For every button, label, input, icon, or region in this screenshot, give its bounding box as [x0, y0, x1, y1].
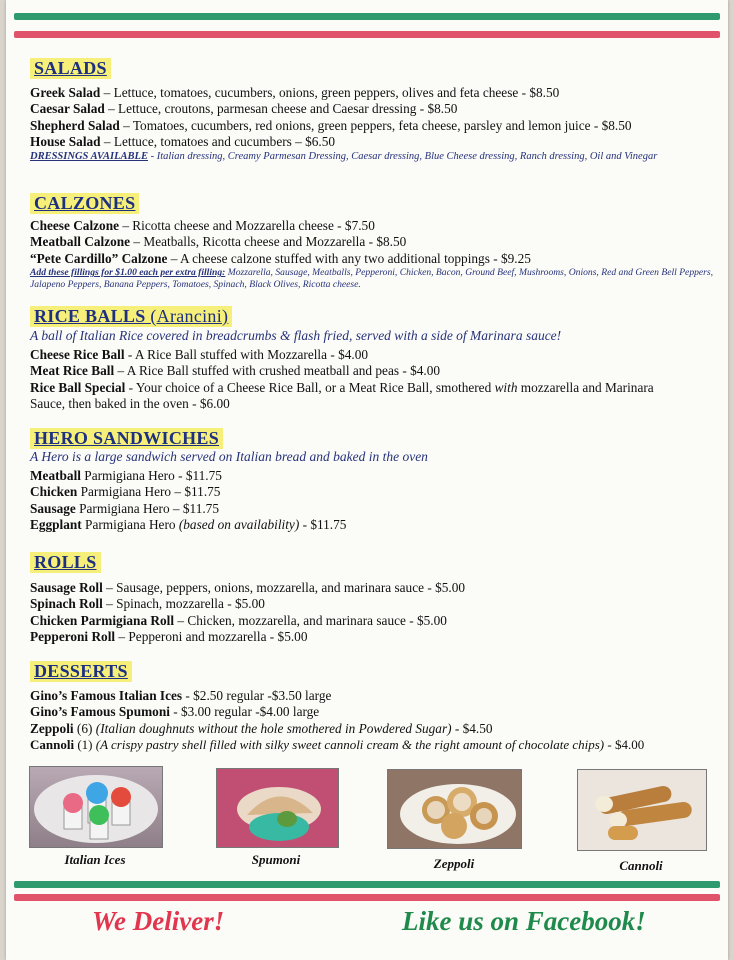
menu-item: Rice Ball Special - Your choice of a Cheese Rice Ball, or a Meat Rice Ball, smothered with mozzarella and Marinara Sauce, then baked in the oven - $6.00: [30, 379, 654, 412]
menu-item: Meatball Parmigiana Hero - $11.75: [30, 468, 222, 483]
photo-caption: Italian Ices: [64, 852, 126, 867]
menu-item: Chicken Parmigiana Roll – Chicken, mozzarella, and marinara sauce - $5.00: [30, 612, 447, 628]
menu-page: [6, 0, 728, 960]
salads-heading: SALADS: [30, 58, 111, 79]
menu-item: Cheese Calzone – Ricotta cheese and Mozzarella cheese - $7.50: [30, 218, 375, 233]
calzones-heading: CALZONES: [30, 193, 139, 214]
menu-item: Eggplant Parmigiana Hero (based on availability) - $11.75: [30, 517, 347, 533]
rolls-section: [30, 552, 465, 646]
italian-ices-photo: [29, 766, 163, 848]
bottom-green-stripe: [14, 881, 720, 888]
desserts-section: [30, 661, 644, 754]
facebook-text: Like us on Facebook!: [402, 906, 646, 936]
menu-item: Meat Rice Ball – A Rice Ball stuffed with crushed meatball and peas - $4.00: [30, 363, 441, 379]
menu-item: Spinach Roll – Spinach, mozzarella - $5.00: [30, 596, 265, 612]
cannoli-photo: [577, 769, 707, 851]
menu-item: Sausage Roll – Sausage, peppers, onions, mozzarella, and marinara sauce - $5.00: [30, 580, 465, 595]
menu-item: Greek Salad – Lettuce, tomatoes, cucumbers, onions, green peppers, olives and feta cheese - $8.50: [30, 85, 560, 100]
rice-balls-section: [30, 306, 670, 413]
we-deliver-text: We Deliver!: [92, 906, 225, 936]
spumoni-photo: [216, 768, 339, 848]
menu-item: Pepperoni Roll – Pepperoni and mozzarella - $5.00: [30, 629, 308, 645]
menu-item: Chicken Parmigiana Hero – $11.75: [30, 484, 221, 500]
rice-balls-heading: RICE BALLS (Arancini): [30, 306, 232, 327]
menu-item: Meatball Calzone – Meatballs, Ricotta cheese and Mozzarella - $8.50: [30, 234, 407, 250]
fillings-note: Add these fillings for $1.00 each per extra filling: Mozzarella, Sausage, Meatballs, Pepperoni, Chicken, Bacon, Ground Beef, Mushrooms, Onions, Red and Green Bell Peppers, Jalapeno Peppers, Banana Peppers, Tomatoes, Spinach, Black Olives, Ricotta cheese.: [30, 267, 714, 291]
menu-item: House Salad – Lettuce, tomatoes and cucumbers – $6.50: [30, 134, 336, 150]
photo-caption: Zeppoli: [433, 856, 475, 871]
top-red-stripe: [14, 31, 720, 38]
menu-item: Sausage Parmigiana Hero – $11.75: [30, 500, 219, 516]
top-green-stripe: [14, 13, 720, 20]
dressings-note: DRESSINGS AVAILABLE - Italian dressing, Creamy Parmesan Dressing, Caesar dressing, Blue Cheese dressing, Ranch dressing, Oil and Vinegar: [30, 150, 658, 162]
calzones-section: [30, 193, 726, 291]
menu-item: Cheese Rice Ball - A Rice Ball stuffed with Mozzarella - $4.00: [30, 347, 369, 362]
photo-caption: Cannoli: [619, 858, 663, 873]
menu-item: Zeppoli (6) (Italian doughnuts without the hole smothered in Powdered Sugar) - $4.50: [30, 720, 493, 736]
menu-item: Cannoli (1) (A crispy pastry shell filled with silky sweet cannoli cream & the right amount of chocolate chips) - $4.00: [30, 737, 645, 753]
menu-item: Gino’s Famous Spumoni - $3.00 regular -$4.00 large: [30, 704, 320, 720]
heroes-heading: HERO SANDWICHES: [30, 428, 223, 449]
salads-section: [30, 58, 700, 163]
menu-item: Caesar Salad – Lettuce, croutons, parmesan cheese and Caesar dressing - $8.50: [30, 101, 458, 117]
menu-item: Shepherd Salad – Tomatoes, cucumbers, red onions, green peppers, feta cheese, parsley and lemon juice - $8.50: [30, 117, 632, 133]
rolls-heading: ROLLS: [30, 552, 101, 573]
heroes-section: [30, 428, 428, 534]
desserts-heading: DESSERTS: [30, 661, 132, 682]
menu-item: Gino’s Famous Italian Ices - $2.50 regular -$3.50 large: [30, 688, 332, 703]
rice-balls-tagline: A ball of Italian Rice covered in breadcrumbs & flash fried, served with a side of Marinara sauce!: [30, 328, 562, 343]
photo-caption: Spumoni: [251, 852, 301, 867]
heroes-tagline: A Hero is a large sandwich served on Italian bread and baked in the oven: [30, 449, 428, 464]
menu-item: “Pete Cardillo” Calzone – A cheese calzone stuffed with any two additional toppings - $9.25: [30, 250, 531, 266]
zeppoli-photo: [387, 769, 522, 849]
bottom-red-stripe: [14, 894, 720, 901]
